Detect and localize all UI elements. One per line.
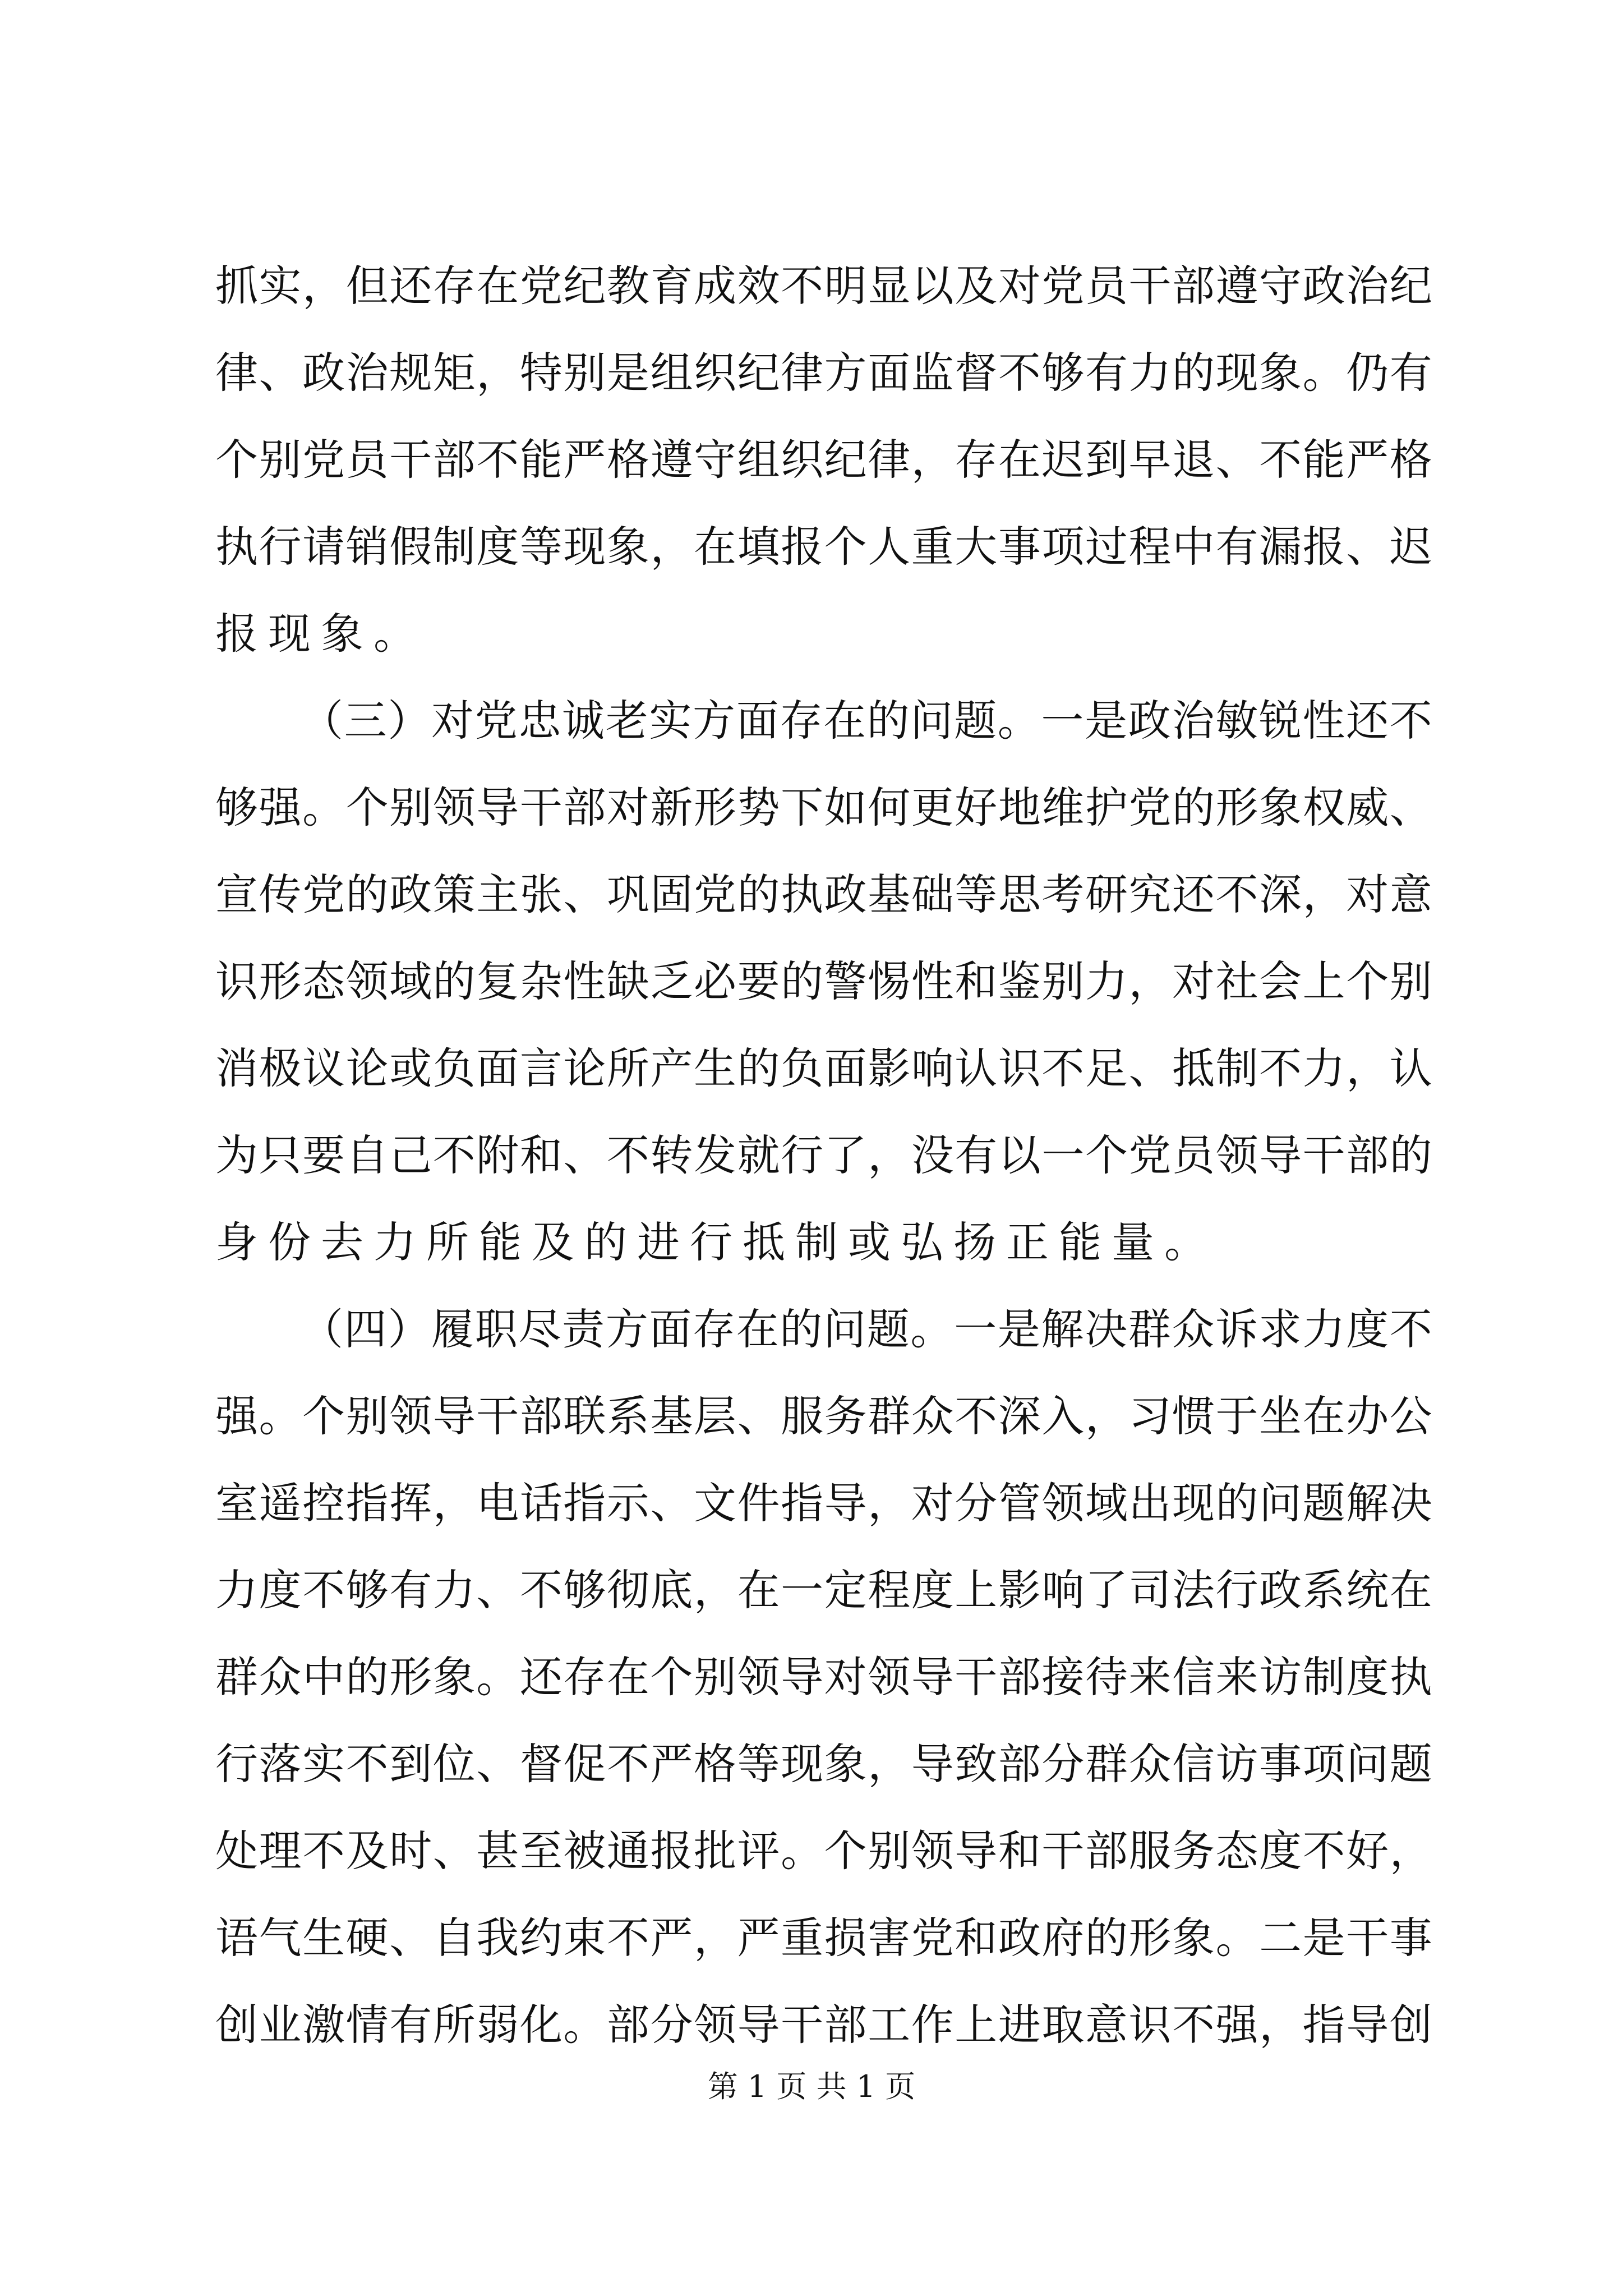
paragraph-2-line-1: （ 三 ） 对 党 忠 诚 老 实 方 面 存 在 的 问 题 。 一 是 政 治 敏 锐 性 还 不 xyxy=(301,696,1432,746)
paragraph-2-line-7: 身份去力所能及的进行抵制或弘扬正能量。 xyxy=(215,1217,1217,1267)
page-number-footer: 第 1 页 共 1 页 xyxy=(707,2069,916,2104)
paragraph-2-line-6: 为 只 要 自 己 不 附 和 、 不 转 发 就 行 了 ， 没 有 以 一 个 党 员 领 导 干 部 的 xyxy=(215,1130,1432,1180)
paragraph-1-line-5: 报现象。 xyxy=(215,609,426,659)
paragraph-3-line-3: 室 遥 控 指 挥 ， 电 话 指 示 、 文 件 指 导 ， 对 分 管 领 域 出 现 的 问 题 解 决 xyxy=(215,1478,1432,1528)
paragraph-3-line-1: （ 四 ） 履 职 尽 责 方 面 存 在 的 问 题 。 一 是 解 决 群 众 诉 求 力 度 不 xyxy=(301,1304,1432,1354)
paragraph-1-line-4: 执 行 请 销 假 制 度 等 现 象 ， 在 填 报 个 人 重 大 事 项 过 程 中 有 漏 报 、 迟 xyxy=(215,522,1432,572)
paragraph-3-line-9: 创 业 激 情 有 所 弱 化 。 部 分 领 导 干 部 工 作 上 进 取 意 识 不 强 ， 指 导 创 xyxy=(215,2000,1432,2050)
paragraph-3-line-8: 语 气 生 硬 、 自 我 约 束 不 严 ， 严 重 损 害 党 和 政 府 的 形 象 。 二 是 干 事 xyxy=(215,1913,1432,1963)
paragraph-3-line-7: 处 理 不 及 时 、 甚 至 被 通 报 批 评 。 个 别 领 导 和 干 部 服 务 态 度 不 好 ， xyxy=(215,1826,1432,1876)
paragraph-3-line-2: 强 。 个 别 领 导 干 部 联 系 基 层 、 服 务 群 众 不 深 入 ， 习 惯 于 坐 在 办 公 xyxy=(215,1391,1432,1441)
paragraph-3-line-6: 行 落 实 不 到 位 、 督 促 不 严 格 等 现 象 ， 导 致 部 分 群 众 信 访 事 项 问 题 xyxy=(215,1739,1432,1789)
paragraph-2-line-2: 够 强 。 个 别 领 导 干 部 对 新 形 势 下 如 何 更 好 地 维 护 党 的 形 象 权 威 、 xyxy=(215,783,1432,832)
paragraph-3-line-4: 力 度 不 够 有 力 、 不 够 彻 底 ， 在 一 定 程 度 上 影 响 了 司 法 行 政 系 统 在 xyxy=(215,1565,1432,1615)
paragraph-1-line-3: 个 别 党 员 干 部 不 能 严 格 遵 守 组 织 纪 律 ， 存 在 迟 到 早 退 、 不 能 严 格 xyxy=(215,435,1432,485)
paragraph-2-line-3: 宣 传 党 的 政 策 主 张 、 巩 固 党 的 执 政 基 础 等 思 考 研 究 还 不 深 ， 对 意 xyxy=(215,869,1432,919)
paragraph-2-line-5: 消 极 议 论 或 负 面 言 论 所 产 生 的 负 面 影 响 认 识 不 足 、 抵 制 不 力 ， 认 xyxy=(215,1043,1432,1093)
paragraph-2-line-4: 识 形 态 领 域 的 复 杂 性 缺 乏 必 要 的 警 惕 性 和 鉴 别 力 ， 对 社 会 上 个 别 xyxy=(215,956,1432,1006)
paragraph-1-line-2: 律 、 政 治 规 矩 ， 特 别 是 组 织 纪 律 方 面 监 督 不 够 有 力 的 现 象 。 仍 有 xyxy=(215,348,1432,398)
paragraph-1-line-1: 抓 实 ， 但 还 存 在 党 纪 教 育 成 效 不 明 显 以 及 对 党 员 干 部 遵 守 政 治 纪 xyxy=(215,261,1432,311)
paragraph-3-line-5: 群 众 中 的 形 象 。 还 存 在 个 别 领 导 对 领 导 干 部 接 待 来 信 来 访 制 度 执 xyxy=(215,1652,1432,1702)
body-text xyxy=(215,247,1432,2073)
